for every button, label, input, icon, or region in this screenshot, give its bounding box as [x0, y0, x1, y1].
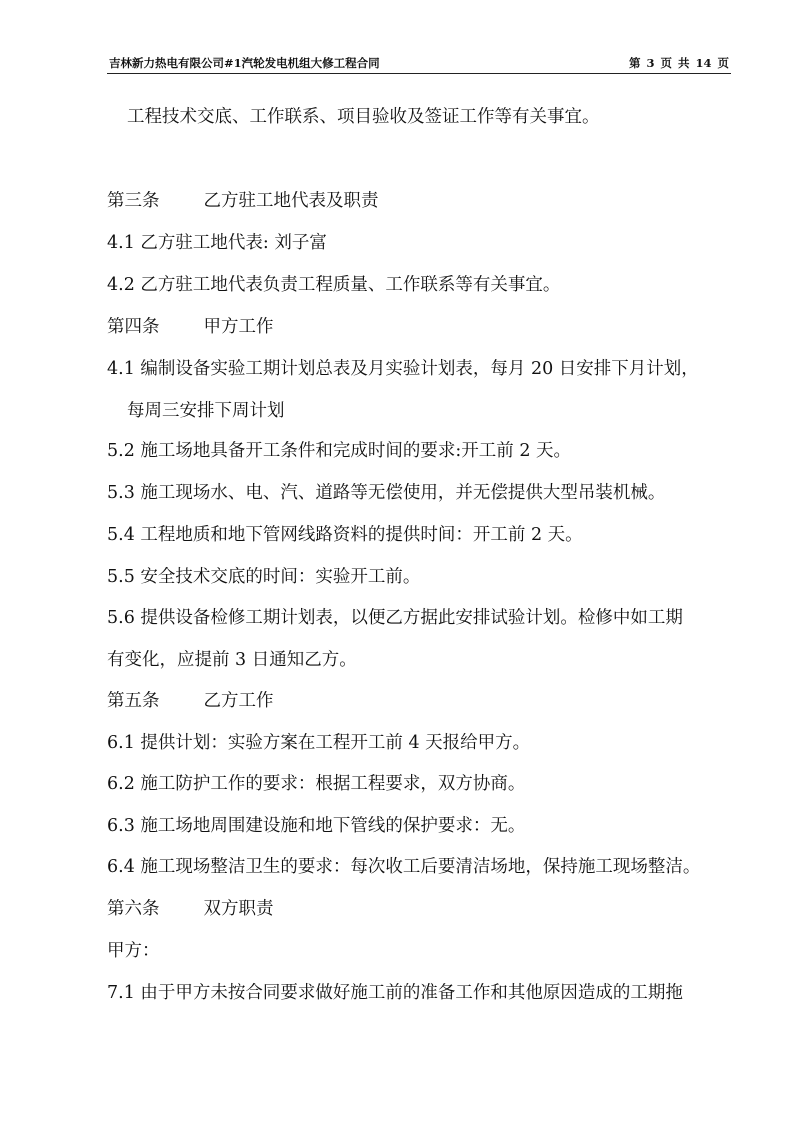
article-number: 第四条 — [107, 317, 160, 337]
article-title: 甲方工作 — [203, 317, 274, 337]
paragraph-line: 4.1 编制设备实验工期计划总表及月实验计划表，每月 20 日安排下月计划， — [107, 359, 699, 379]
article-5-heading — [107, 688, 737, 714]
paragraph-line: 5.6 提供设备检修工期计划表，以便乙方据此安排试验计划。检修中如工期 — [107, 608, 683, 628]
paragraph-line: 5.4 工程地质和地下管网线路资料的提供时间：开工前 2 天。 — [107, 525, 583, 545]
paragraph-line: 6.1 提供计划：实验方案在工程开工前 4 天报给甲方。 — [107, 733, 531, 753]
article-3-heading — [107, 188, 737, 214]
paragraph-line: 5.2 施工场地具备开工条件和完成时间的要求:开工前 2 天。 — [107, 441, 572, 461]
paragraph-line: 5.5 安全技术交底的时间：实验开工前。 — [107, 567, 421, 587]
article-number: 第六条 — [107, 899, 160, 919]
paragraph-line: 7.1 由于甲方未按合同要求做好施工前的准备工作和其他原因造成的工期拖 — [107, 983, 683, 1003]
paragraph-line: 工程技术交底、工作联系、项目验收及签证工作等有关事宜。 — [127, 107, 600, 127]
article-number: 第五条 — [107, 691, 160, 711]
paragraph-line: 4.2 乙方驻工地代表负责工程质量、工作联系等有关事宜。 — [107, 275, 561, 295]
page-header — [107, 53, 731, 74]
header-page-info: 第 3 页 共 14 页 — [628, 56, 729, 70]
paragraph-line: 6.4 施工现场整洁卫生的要求：每次收工后要清洁场地，保持施工现场整洁。 — [107, 857, 701, 877]
paragraph-line: 4.1 乙方驻工地代表: 刘子富 — [107, 233, 327, 253]
article-6-heading — [107, 896, 737, 922]
paragraph-line: 有变化，应提前 3 日通知乙方。 — [107, 650, 357, 670]
article-title: 乙方驻工地代表及职责 — [203, 191, 379, 211]
paragraph-line: 甲方： — [107, 941, 160, 961]
article-title: 双方职责 — [203, 899, 274, 919]
article-title: 乙方工作 — [203, 691, 274, 711]
header-contract-title: 吉林新力热电有限公司#1汽轮发电机组大修工程合同 — [109, 56, 380, 70]
paragraph-line: 6.2 施工防护工作的要求：根据工程要求，双方协商。 — [107, 774, 526, 794]
article-number: 第三条 — [107, 191, 160, 211]
paragraph-line: 每周三安排下周计划 — [127, 401, 285, 421]
paragraph-line: 6.3 施工场地周围建设施和地下管线的保护要求：无。 — [107, 816, 526, 836]
paragraph-line: 5.3 施工现场水、电、汽、道路等无偿使用，并无偿提供大型吊装机械。 — [107, 483, 666, 503]
article-4-heading — [107, 314, 737, 340]
